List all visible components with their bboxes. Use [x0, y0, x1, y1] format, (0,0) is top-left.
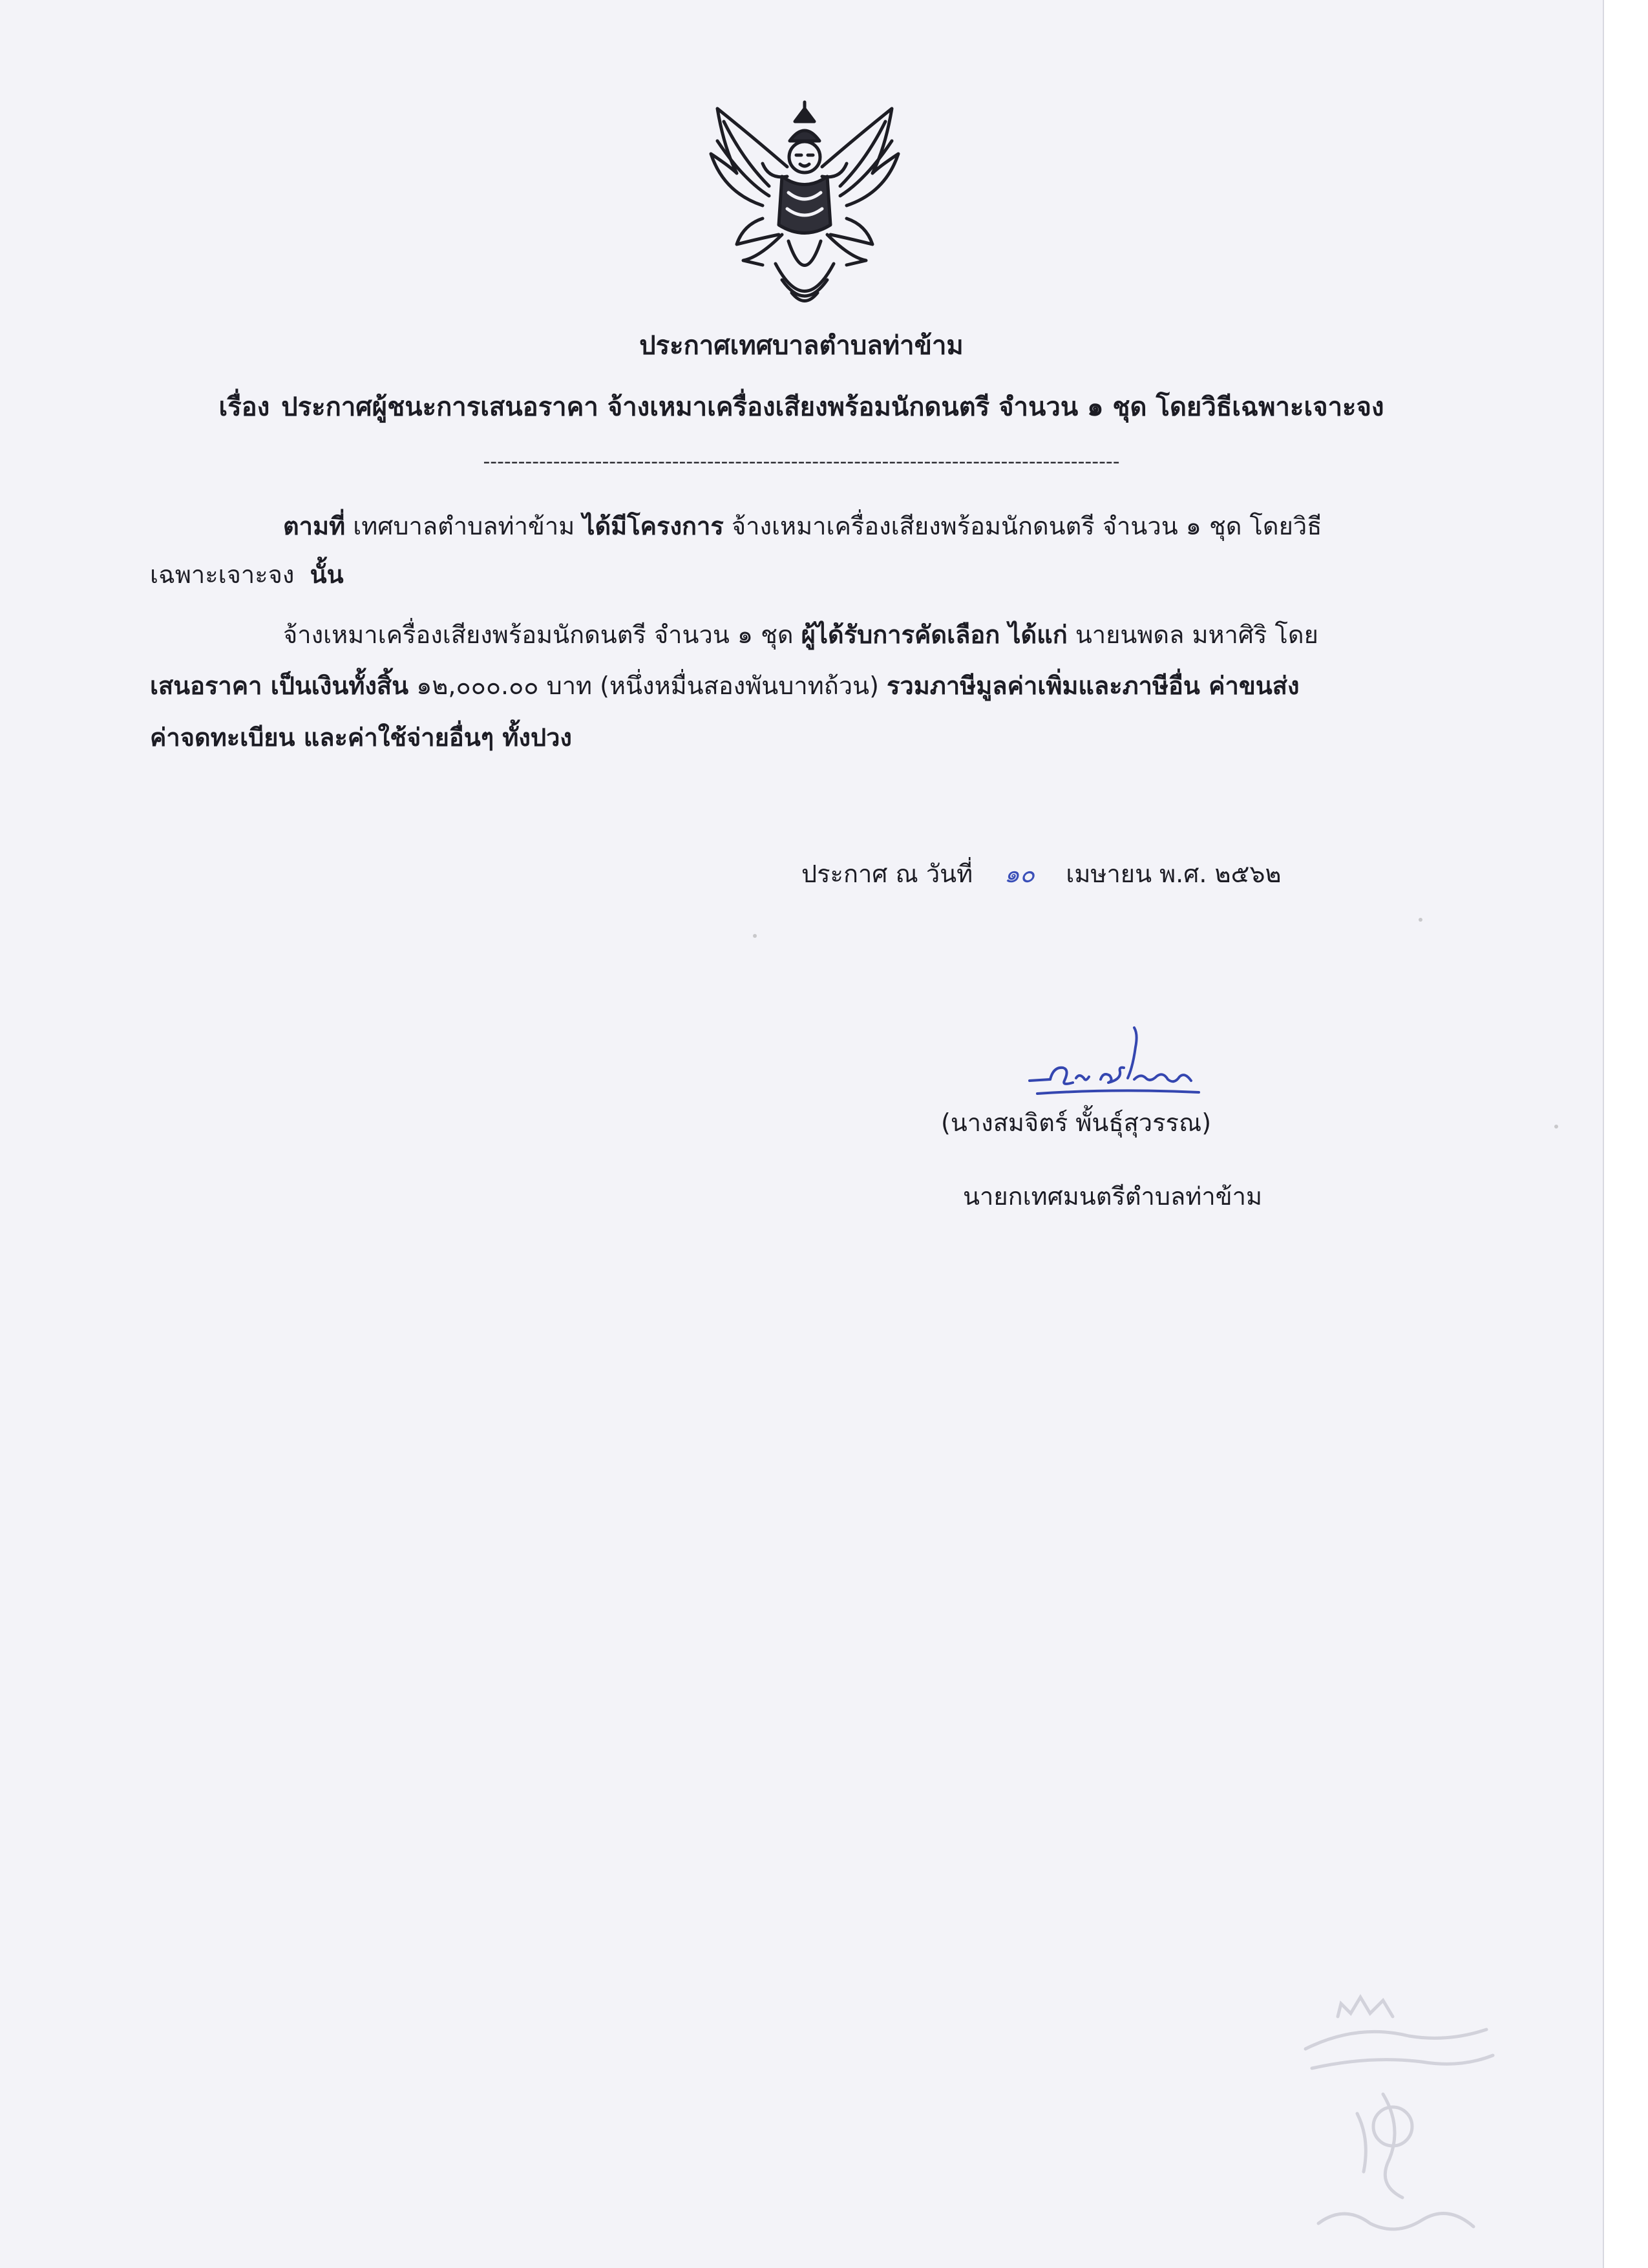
p1-method: เฉพาะเจาะจง — [150, 560, 295, 589]
p1-org: เทศบาลตำบลท่าข้าม — [353, 512, 575, 540]
date-month-year: เมษายน พ.ศ. ๒๕๖๒ — [1066, 860, 1282, 888]
signer-name: (นางสมจิตร์ พั้นธุ์สุวรรณ) — [941, 1108, 1212, 1137]
handwritten-signature-icon — [1024, 1021, 1218, 1105]
scan-edge — [1603, 0, 1648, 2268]
announcement-date — [801, 862, 1282, 886]
subject-label: เรื่อง — [218, 392, 270, 422]
subject-text: ประกาศผู้ชนะการเสนอราคา จ้างเหมาเครื่องเสียงพร้อมนักดนตรี จำนวน ๑ ชุด โดยวิธีเฉพาะเจาะจง — [281, 392, 1384, 422]
p1-lead: ตามที่ — [283, 512, 346, 540]
paragraph-2-line-1 — [283, 622, 1318, 647]
signer-position: นายกเทศมนตรีตำบลท่าข้าม — [963, 1182, 1263, 1211]
paragraph-1-line-2 — [150, 562, 344, 587]
p2-winner: นายนพดล มหาศิริ โดย — [1075, 620, 1318, 649]
paragraph-2-line-2 — [150, 673, 1300, 698]
scan-speck — [753, 934, 757, 938]
document-title: ประกาศเทศบาลตำบลท่าข้าม — [639, 331, 964, 361]
p2-price-label: เสนอราคา เป็นเงินทั้งสิ้น — [150, 672, 409, 700]
garuda-emblem-icon — [698, 96, 911, 323]
paragraph-1-line-1 — [283, 514, 1322, 538]
date-day: ๑๐ — [1004, 860, 1035, 888]
divider: ------------------------------------------------------------------------------------------- — [483, 450, 1120, 473]
p2-price: ๑๒,๐๐๐.๐๐ บาท (หนึ่งหมื่นสองพันบาทถ้วน) — [416, 672, 879, 700]
p2-selected-label: ผู้ได้รับการคัดเลือก ได้แก่ — [801, 620, 1068, 649]
embossed-seal-icon — [1280, 1978, 1512, 2249]
paragraph-2-line-3: ค่าจดทะเบียน และค่าใช้จ่ายอื่นๆ ทั้งปวง — [150, 723, 572, 752]
p2-tax-note: รวมภาษีมูลค่าเพิ่มและภาษีอื่น ค่าขนส่ง — [887, 672, 1300, 700]
p1-end: นั้น — [310, 560, 344, 589]
p1-project-label: ได้มีโครงการ — [582, 512, 724, 540]
p1-project: จ้างเหมาเครื่องเสียงพร้อมนักดนตรี จำนวน ๑ ชุด โดยวิธี — [731, 512, 1322, 540]
scan-speck — [1554, 1125, 1558, 1129]
scan-speck — [1419, 918, 1422, 922]
document-subject — [0, 394, 1603, 420]
p2-item: จ้างเหมาเครื่องเสียงพร้อมนักดนตรี จำนวน ๑ ชุด — [283, 620, 794, 649]
date-prefix: ประกาศ ณ วันที่ — [801, 860, 973, 888]
